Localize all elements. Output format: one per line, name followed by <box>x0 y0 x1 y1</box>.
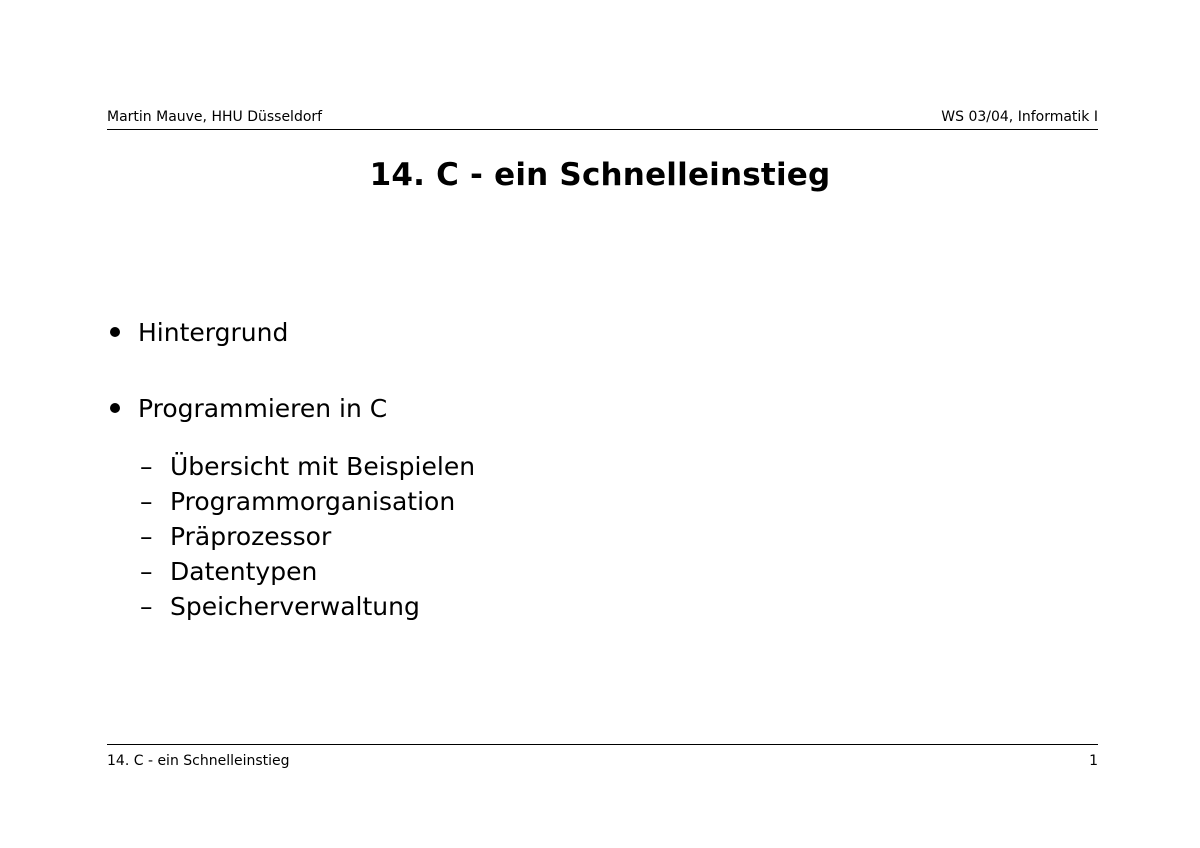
sub-item <box>140 484 475 519</box>
sub-item-label: Übersicht mit Beispielen <box>170 452 476 481</box>
page-number: 1 <box>1089 753 1098 769</box>
bullet-item <box>110 394 387 424</box>
bullet-label: Hintergrund <box>138 318 289 347</box>
header-course: WS 03/04, Informatik I <box>941 109 1098 125</box>
slide-footer <box>107 744 1098 771</box>
dash-marker: – <box>140 522 153 551</box>
sub-item <box>140 519 475 554</box>
sub-item <box>140 449 475 484</box>
dash-marker: – <box>140 487 153 516</box>
sub-item-label: Programmorganisation <box>170 487 456 516</box>
dash-marker: – <box>140 557 153 586</box>
sub-item-label: Präprozessor <box>170 522 332 551</box>
slide-header <box>107 107 1098 130</box>
slide-title: 14. C - ein Schnelleinstieg <box>369 157 831 193</box>
header-author: Martin Mauve, HHU Düsseldorf <box>107 109 323 125</box>
dash-marker: – <box>140 452 153 481</box>
bullet-item <box>110 318 288 348</box>
sub-item-label: Datentypen <box>170 557 318 586</box>
dash-marker: – <box>140 592 153 621</box>
sub-list <box>140 449 475 624</box>
sub-item <box>140 554 475 589</box>
sub-item-label: Speicherverwaltung <box>170 592 420 621</box>
bullet-dot-icon <box>110 327 120 337</box>
bullet-label: Programmieren in C <box>138 394 388 423</box>
bullet-dot-icon <box>110 403 120 413</box>
footer-title: 14. C - ein Schnelleinstieg <box>107 753 290 769</box>
sub-item <box>140 589 475 624</box>
